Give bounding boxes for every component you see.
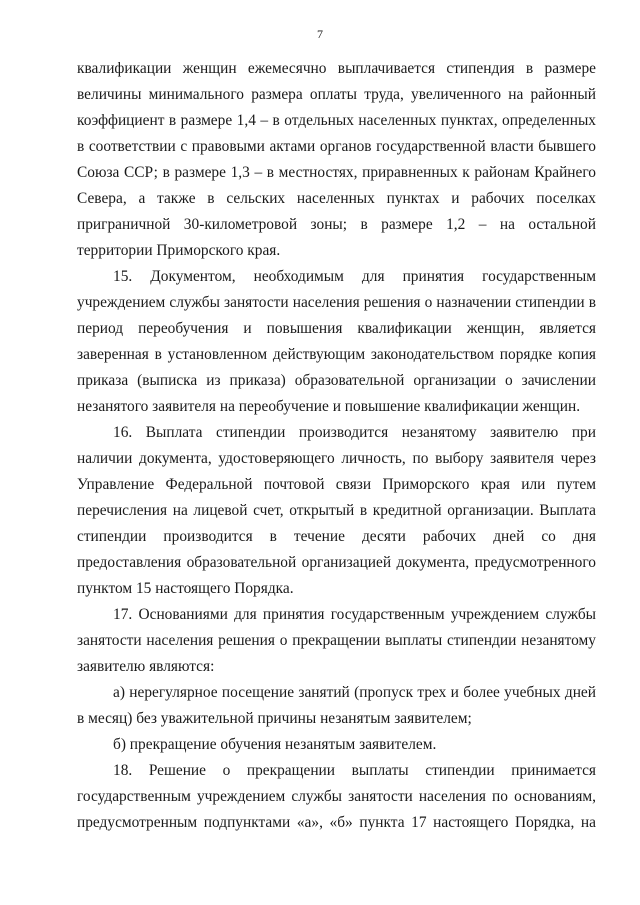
paragraph-item-18: 18. Решение о прекращении выплаты стипендии принимается государственным учреждением службы занятости населения по основаниям, предусмотренным подпунктами «а», «б» пункта 17 настоящего Порядка, на bbox=[77, 762, 596, 831]
paragraph-continuation: квалификации женщин ежемесячно выплачивается стипендия в размере величины минимального размера оплаты труда, увеличенного на районный коэффициент в размере 1,4 – в отдельных населенных пунктах, определенных в соответствии с правовыми актами органов государственной власти бывшего Союза ССР; в размере 1,3 – в местностях, приравненных к районам Крайнего Севера, а также в сельских населенных пунктах и рабочих поселках приграничной 30-километровой зоны; в размере 1,2 – на остальной территории Приморского края. bbox=[77, 60, 596, 259]
paragraph-subitem-b: б) прекращение обучения незанятым заявителем. bbox=[113, 736, 437, 753]
paragraph-item-16: 16. Выплата стипендии производится незанятому заявителю при наличии документа, удостоверяющего личность, по выбору заявителя через Управление Федеральной почтовой связи Приморского края или путем перечисления на лицевой счет, открытый в кредитной организации. Выплата стипендии производится в течение десяти рабочих дней со дня предоставления образовательной организацией документа, предусмотренного пунктом 15 настоящего Порядка. bbox=[77, 424, 596, 597]
paragraph-item-15: 15. Документом, необходимым для принятия государственным учреждением службы занятости населения решения о назначении стипендии в период переобучения и повышения квалификации женщин, является заверенная в установленном действующим законодательством порядке копия приказа (выписка из приказа) образовательной организации о зачислении незанятого заявителя на переобучение и повышение квалификации женщин. bbox=[77, 268, 596, 415]
page-number: 7 bbox=[317, 27, 323, 41]
paragraph-subitem-a: а) нерегулярное посещение занятий (пропуск трех и более учебных дней в месяц) без уважительной причины незанятым заявителем; bbox=[77, 684, 596, 727]
paragraph-item-17: 17. Основаниями для принятия государственным учреждением службы занятости населения решения о прекращении выплаты стипендии незанятому заявителю являются: bbox=[77, 606, 596, 675]
document-body bbox=[77, 56, 596, 836]
